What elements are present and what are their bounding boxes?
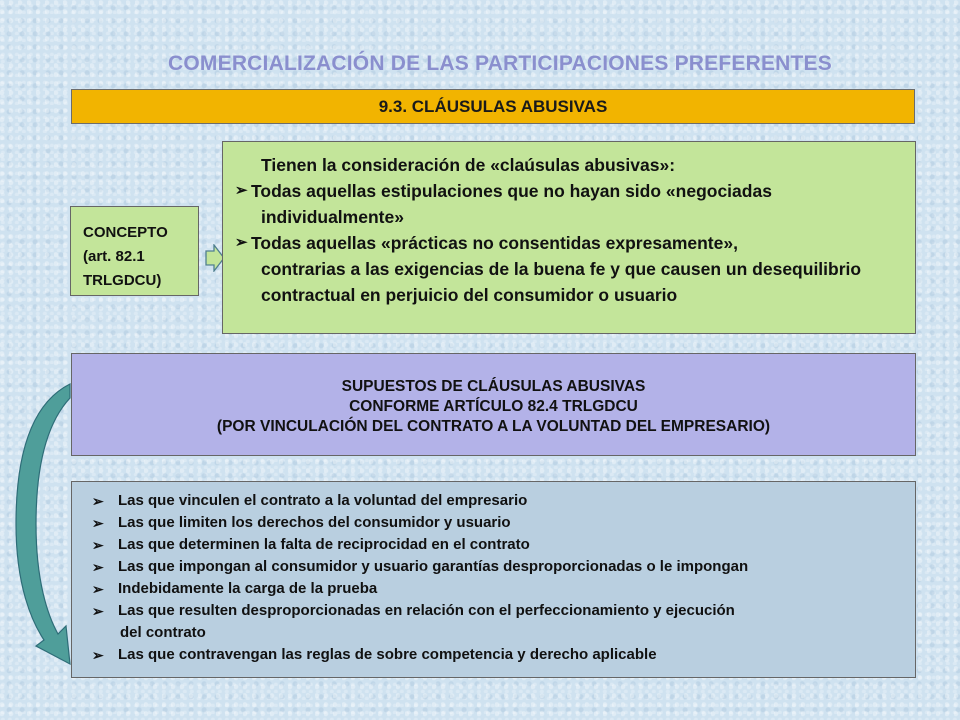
concept-line-2: (art. 82.1 [83,248,145,265]
cases-heading-box [71,353,916,456]
section-heading-bar [71,89,915,124]
list-item-text: Indebidamente la carga de la prueba [118,580,378,597]
arrowhead-bullet-icon: ➢ [92,647,104,663]
list-item-continuation: del contrato [120,624,206,641]
concept-line-1: CONCEPTO [83,224,168,241]
concept-line-3: TRLGDCU) [83,272,162,289]
list-item-text: Las que resulten desproporcionadas en relación con el perfeccionamiento y ejecución [118,602,735,619]
arrowhead-bullet-icon: ➢ [92,493,104,509]
definition-box [222,141,916,334]
arrowhead-bullet-icon: ➢ [92,603,104,619]
list-item-text: Las que vinculen el contrato a la voluntad del empresario [118,492,528,509]
curved-down-arrow-icon [8,378,78,670]
list-item-text: Las que determinen la falta de reciprocidad en el contrato [118,536,530,553]
cases-line-1: SUPUESTOS DE CLÁUSULAS ABUSIVAS [341,377,646,395]
arrowhead-bullet-icon: ➢ [235,234,248,251]
list-item-text: Las que limiten los derechos del consumidor y usuario [118,514,511,531]
arrowhead-bullet-icon: ➢ [92,559,104,575]
list-item [92,644,907,666]
definition-item-text: Todas aquellas «prácticas no consentidas expresamente», [251,233,738,253]
list-item-text: Las que contravengan las reglas de sobre competencia y derecho aplicable [118,646,657,663]
section-heading: 9.3. CLÁUSULAS ABUSIVAS [378,96,608,116]
cases-line-2: CONFORME ARTÍCULO 82.4 TRLGDCU [349,397,638,415]
definition-item [235,178,905,230]
cases-line-3: (POR VINCULACIÓN DEL CONTRATO A LA VOLUNTAD DEL EMPRESARIO) [216,417,771,435]
list-item [92,490,907,512]
definition-item-text: Todas aquellas estipulaciones que no hayan sido «negociadas [251,181,772,201]
arrowhead-bullet-icon: ➢ [92,581,104,597]
concept-box [70,206,199,296]
definition-item-continuation: individualmente» [261,207,404,227]
abusive-clauses-list [71,481,916,678]
arrowhead-bullet-icon: ➢ [235,182,248,199]
list-item-text: Las que impongan al consumidor y usuario garantías desproporcionadas o le impongan [118,558,749,575]
list-item [92,534,907,556]
list-item [92,578,907,600]
list-item [92,556,907,578]
definition-intro: Tienen la consideración de «claúsulas abusivas»: [261,155,676,175]
page-title: COMERCIALIZACIÓN DE LAS PARTICIPACIONES PREFERENTES [168,52,832,75]
list-item [92,600,907,644]
list-item [92,512,907,534]
arrowhead-bullet-icon: ➢ [92,515,104,531]
arrowhead-bullet-icon: ➢ [92,537,104,553]
definition-item-continuation: contrarias a las exigencias de la buena fe y que causen un desequilibrio contractual en perjuicio del consumidor o usuario [261,259,862,305]
definition-item [235,230,905,308]
